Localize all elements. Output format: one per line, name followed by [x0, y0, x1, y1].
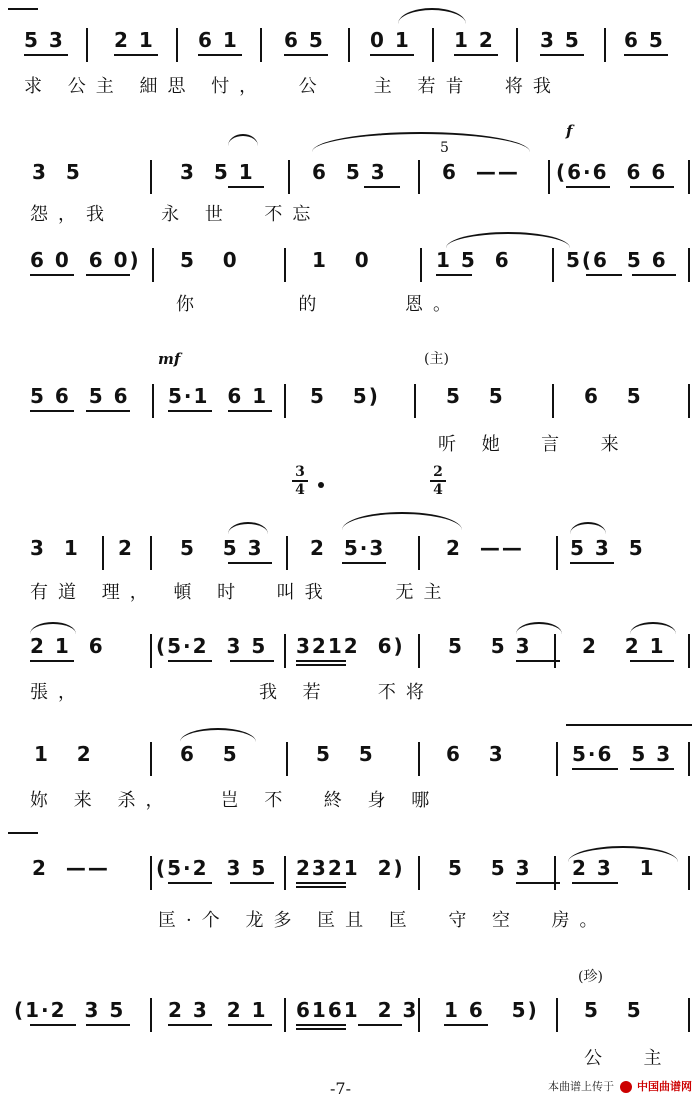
dynamic-marking: mf — [158, 350, 181, 368]
role-marker: (主) — [424, 351, 449, 367]
lyric-line: 听 她 言 来 — [438, 434, 629, 455]
lyric-line: 求 公主 細思 忖， 公 主 若肯 将我 — [24, 76, 561, 97]
lyric-line: 公 主 — [584, 1048, 672, 1069]
measure: 5 5 3 — [180, 536, 264, 560]
measure: 2 2 1 — [582, 634, 666, 658]
page-number: -7- — [330, 1079, 351, 1098]
measure: 6 5 — [284, 28, 325, 52]
time-signature-b: 2 4 — [430, 464, 446, 498]
lyric-line: 怨，我 永 世 不忘 — [30, 204, 321, 225]
measure: 2 1 6 — [30, 634, 105, 658]
measure: 3 5 — [32, 160, 82, 184]
measure: 1 5 6 — [436, 248, 511, 272]
measure: 5 5 — [316, 742, 375, 766]
credit-site[interactable]: 中国曲谱网 — [637, 1080, 692, 1093]
measure: 5 5 3 — [448, 634, 532, 658]
measure: 3 5 — [540, 28, 581, 52]
measure: 2 5·3 — [310, 536, 386, 560]
measure: 1 6 5) — [444, 998, 539, 1022]
measure: 5 6 5 6 — [30, 384, 130, 408]
measure: 2 3 1 — [572, 856, 656, 880]
role-marker: (珍) — [578, 969, 603, 985]
measure: 5·6 5 3 — [572, 742, 673, 766]
measure: (5·2 3 5 — [156, 634, 268, 658]
measure: (6·6 6 6 — [556, 160, 668, 184]
measure: 2 — [118, 536, 134, 560]
lyric-line: 匡·个 龙多 匡且 匡 守 空 房。 — [158, 910, 608, 931]
measure: 2 —— — [446, 536, 524, 560]
measure: 2 3 2 1 — [168, 998, 268, 1022]
lyric-line: 妳 来 杀， 岂 不 終 身 哪 — [30, 790, 440, 811]
measure: 0 1 — [370, 28, 411, 52]
measure: 2321 2) — [296, 856, 405, 880]
lyric-line: 你 的 恩。 — [176, 294, 461, 315]
measure: 5(6 5 6 — [566, 248, 668, 272]
measure: (1·2 3 5 — [14, 998, 126, 1022]
measure: 2 1 — [114, 28, 155, 52]
measure: 3212 6) — [296, 634, 405, 658]
measure: 5 5 — [446, 384, 505, 408]
measure: 3 1 — [30, 536, 80, 560]
measure: 5 5 — [584, 998, 643, 1022]
site-logo-icon — [620, 1081, 632, 1093]
measure: 6 5 — [180, 742, 239, 766]
site-credit — [548, 1078, 692, 1094]
measure: 6 —— — [442, 160, 520, 184]
measure: 5 5) — [310, 384, 380, 408]
measure: 6 5 — [584, 384, 643, 408]
measure: 6 5 — [624, 28, 665, 52]
measure: 6 1 — [198, 28, 239, 52]
lyric-line: 張， 我 若 不将 — [30, 682, 434, 703]
measure: 6161 2 3 — [296, 998, 419, 1022]
measure: 6 5 3 — [312, 160, 387, 184]
grace-note: 5 — [440, 140, 449, 156]
measure: 5·1 6 1 — [168, 384, 269, 408]
measure: 5 3 — [24, 28, 65, 52]
credit-prefix: 本曲谱上传于 — [548, 1080, 614, 1093]
measure: 1 0 — [312, 248, 371, 272]
measure: 5 5 3 — [448, 856, 532, 880]
dynamic-marking: f — [566, 122, 573, 140]
measure: 5 0 — [180, 248, 239, 272]
lyric-line: 有道 理， 頓 时 叫我 无主 — [30, 582, 452, 603]
measure: 1 2 — [454, 28, 495, 52]
measure: 6 0 6 0) — [30, 248, 141, 272]
measure: 2 —— — [32, 856, 110, 880]
measure: 5 3 5 — [570, 536, 645, 560]
measure: 1 2 — [34, 742, 93, 766]
measure: (5·2 3 5 — [156, 856, 268, 880]
measure: 3 5 1 — [180, 160, 255, 184]
time-signature-a: 3 4 — [292, 464, 308, 498]
measure: 6 3 — [446, 742, 505, 766]
